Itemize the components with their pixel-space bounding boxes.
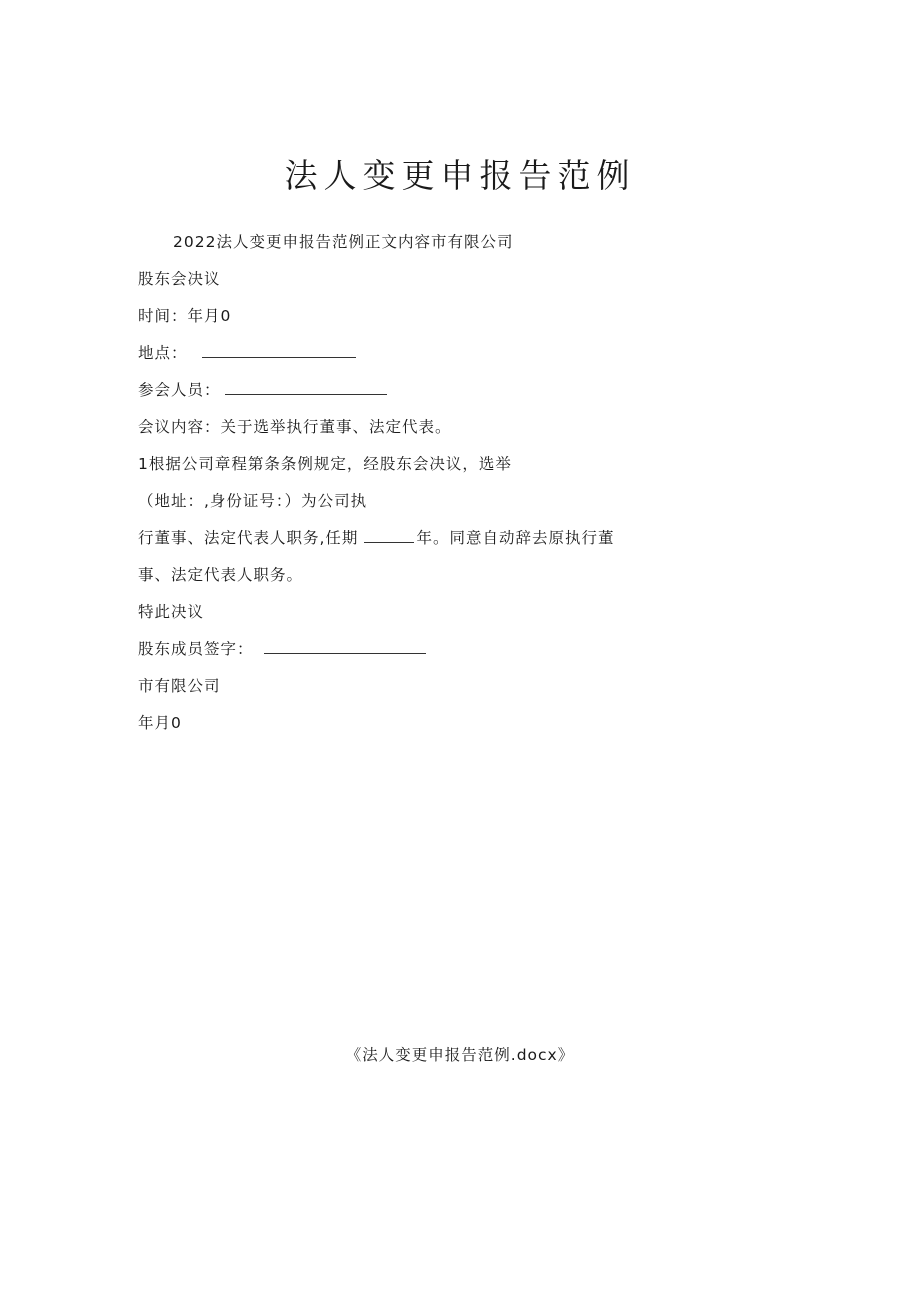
term-line [138, 528, 614, 548]
term-suffix: 年。同意自动辞去原执行董 [416, 529, 615, 547]
signature-label: 股东成员签字： [138, 640, 254, 658]
term-blank [364, 530, 414, 543]
time-line: 时间：年月0 [138, 307, 232, 325]
document-footer: 《法人变更申报告范例.docx》 [345, 1046, 575, 1064]
place-label: 地点： [138, 344, 188, 362]
content-line: 会议内容：关于选举执行董事、法定代表。 [138, 418, 452, 436]
attendees-blank [225, 382, 387, 395]
intro-line: 2022法人变更申报告范例正文内容市有限公司 [173, 233, 514, 251]
resolution-heading: 股东会决议 [138, 270, 221, 288]
place-line [138, 343, 356, 363]
resign-line: 事、法定代表人职务。 [138, 566, 304, 584]
clause-line: 1根据公司章程第条条例规定，经股东会决议，选举 [138, 455, 512, 473]
place-blank [202, 345, 356, 358]
date-line: 年月0 [138, 714, 182, 732]
signature-line [138, 639, 426, 659]
signature-blank [264, 641, 426, 654]
address-line: （地址：,身份证号：）为公司执 [138, 492, 368, 510]
term-prefix: 行董事、法定代表人职务,任期 [138, 529, 359, 547]
resolved-line: 特此决议 [138, 603, 205, 621]
company-line: 市有限公司 [138, 677, 221, 695]
attendees-line [138, 380, 387, 400]
document-title: 法人变更申报告范例 [284, 156, 636, 195]
attendees-label: 参会人员： [138, 381, 221, 399]
